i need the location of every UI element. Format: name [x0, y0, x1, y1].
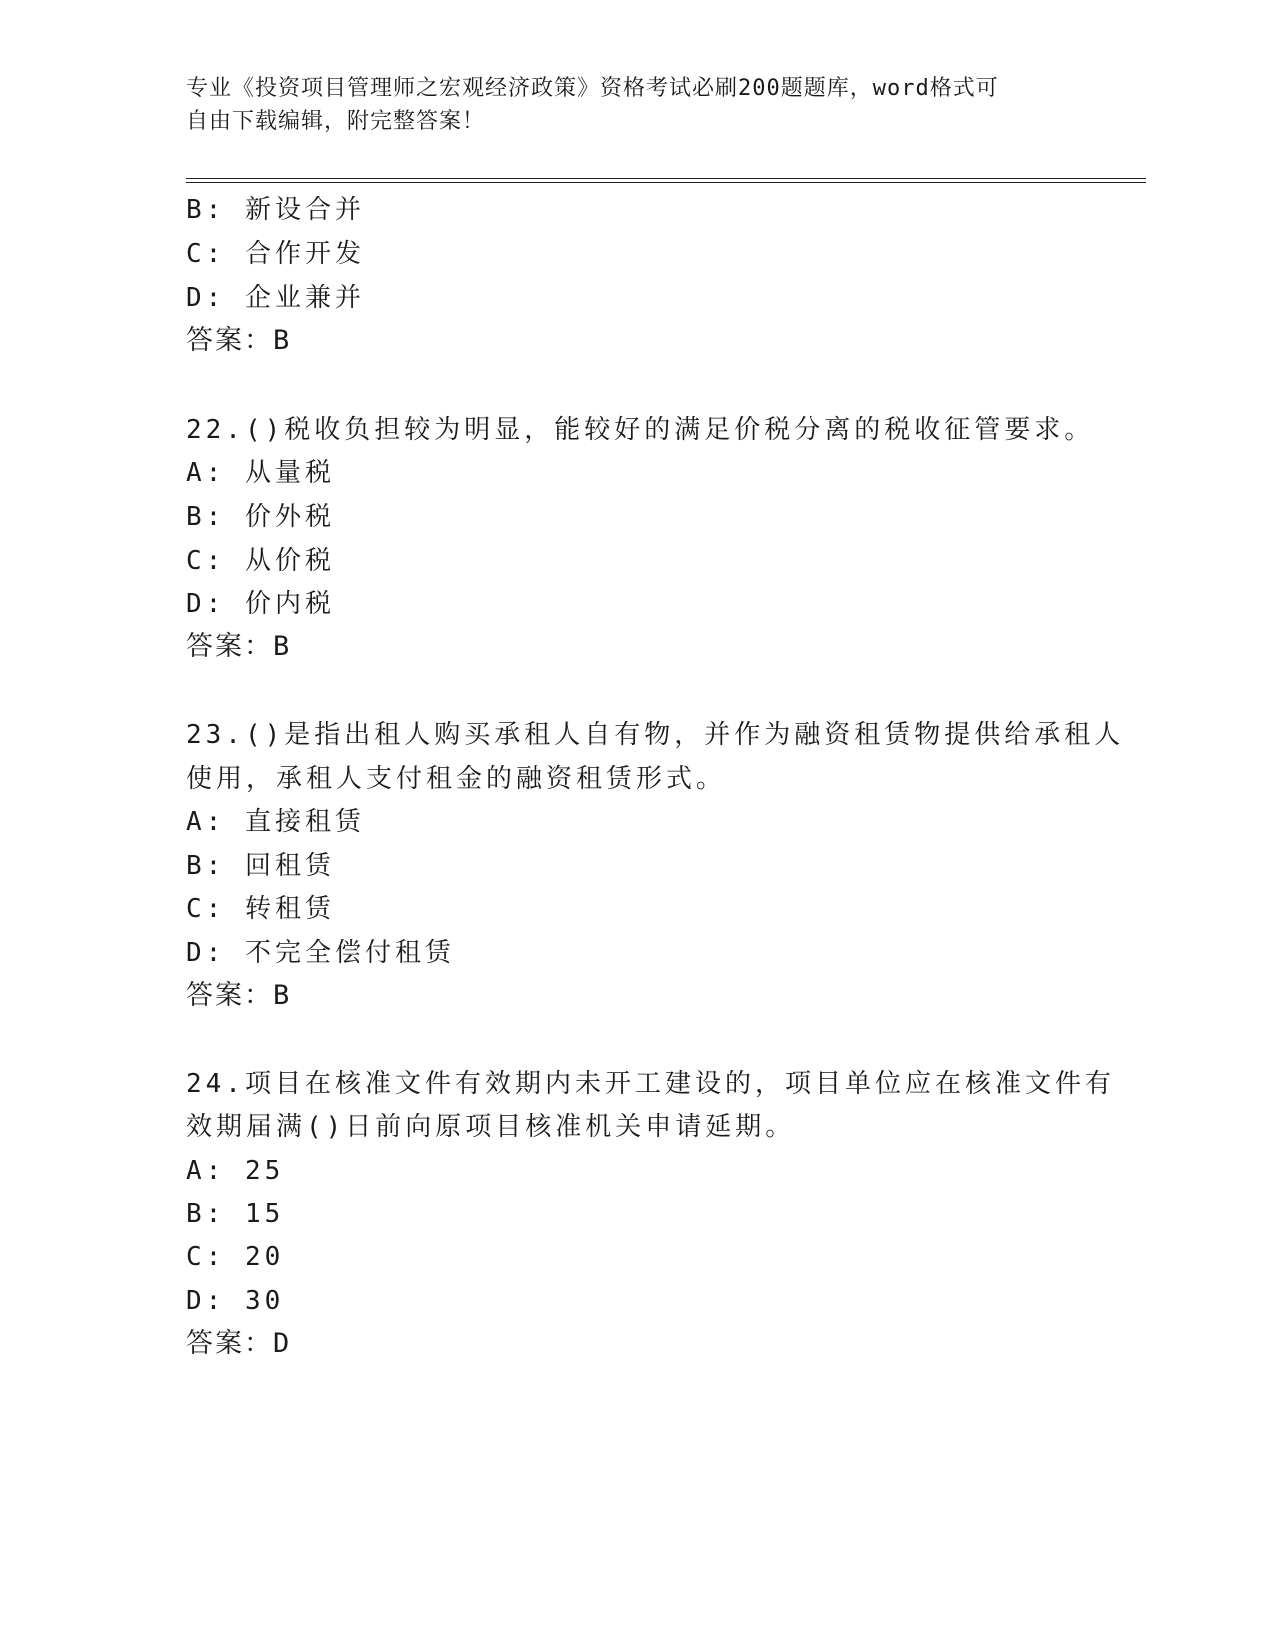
header-divider-top: [186, 178, 1146, 179]
q24-option-b: B: 15: [186, 1199, 285, 1229]
q23-option-b: B: 回租赁: [186, 851, 335, 881]
q24-option-a: A: 25: [186, 1156, 285, 1186]
q22-answer: 答案：B: [186, 631, 292, 662]
q22-option-a: A: 从量税: [186, 458, 335, 488]
q22-stem: 22.()税收负担较为明显，能较好的满足价税分离的税收征管要求。: [186, 415, 1095, 445]
q24-stem-line-2: 效期届满()日前向原项目核准机关申请延期。: [186, 1112, 796, 1142]
q23-stem-line-1: 23.()是指出租人购买承租人自有物，并作为融资租赁物提供给承租人: [186, 720, 1125, 750]
q24-option-d: D: 30: [186, 1286, 285, 1316]
q23-answer: 答案：B: [186, 980, 292, 1011]
q24-stem-line-1: 24.项目在核准文件有效期内未开工建设的，项目单位应在核准文件有: [186, 1069, 1115, 1099]
q24-answer: 答案：D: [186, 1328, 292, 1359]
q22-option-c: C: 从价税: [186, 546, 335, 576]
q23-option-a: A: 直接租赁: [186, 807, 365, 837]
header-line-2: 自由下载编辑，附完整答案！: [186, 109, 486, 134]
q21-option-d: D: 企业兼并: [186, 283, 365, 313]
q22-option-b: B: 价外税: [186, 502, 335, 532]
header-divider-bottom: [186, 182, 1146, 183]
q21-answer: 答案：B: [186, 325, 292, 356]
q21-option-b: B: 新设合并: [186, 195, 365, 225]
q21-option-c: C: 合作开发: [186, 239, 365, 269]
q22-option-d: D: 价内税: [186, 589, 335, 619]
header-line-1: 专业《投资项目管理师之宏观经济政策》资格考试必刷200题题库，word格式可: [186, 76, 999, 101]
document-header: [186, 72, 1066, 138]
q23-option-d: D: 不完全偿付租赁: [186, 938, 455, 968]
q23-stem-line-2: 使用，承租人支付租金的融资租赁形式。: [186, 764, 727, 794]
q23-option-c: C: 转租赁: [186, 894, 335, 924]
q24-option-c: C: 20: [186, 1242, 285, 1272]
